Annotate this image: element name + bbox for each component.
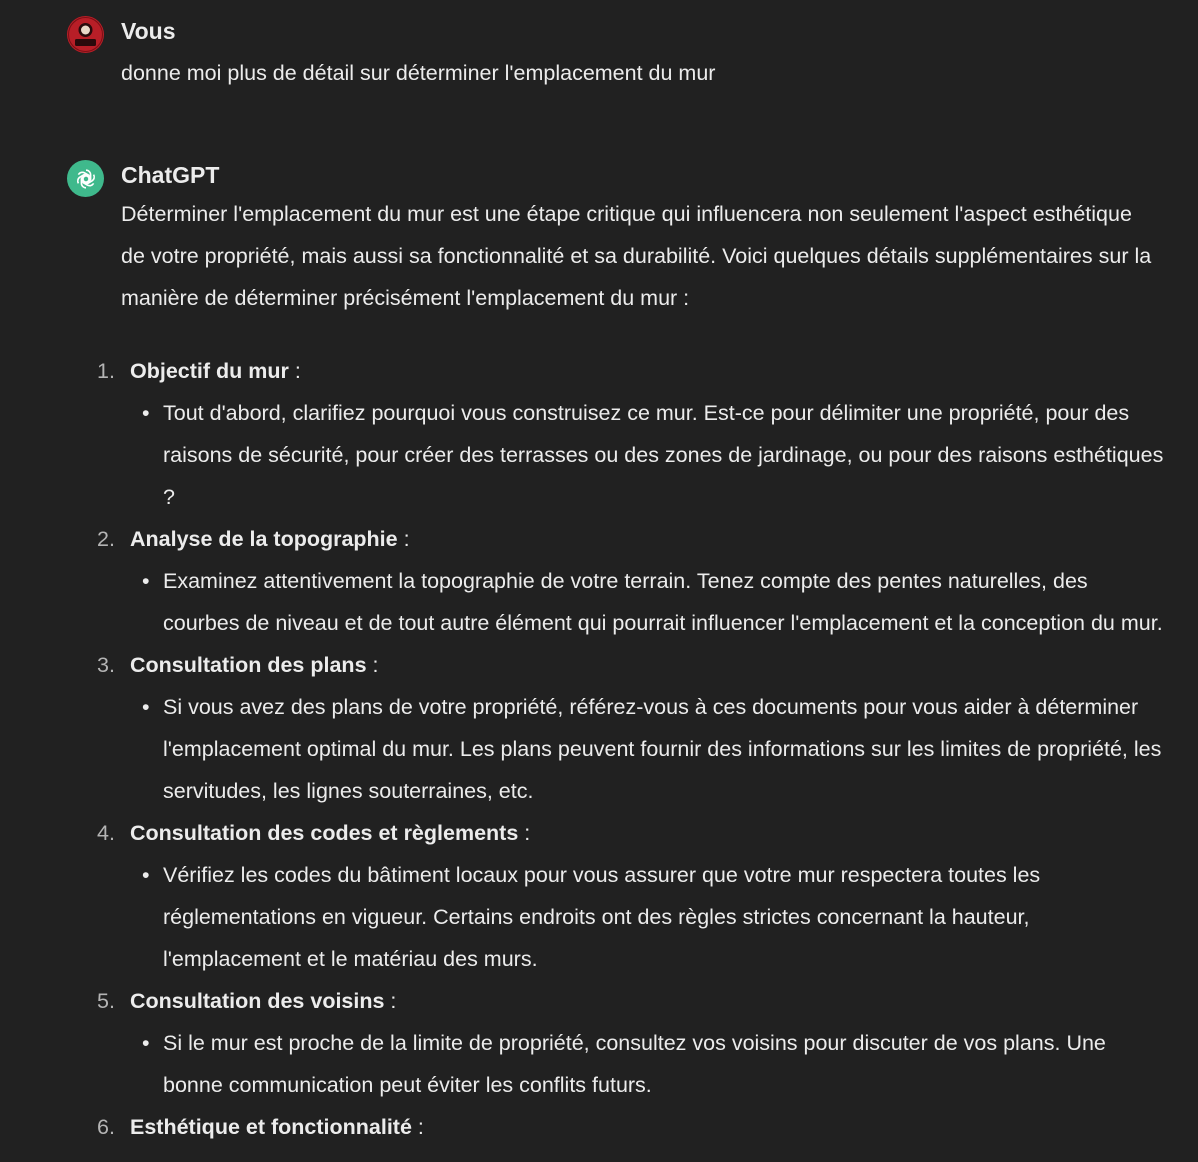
step-details (130, 560, 1167, 644)
step-suffix: : (366, 653, 379, 677)
step-title: Analyse de la topographie (130, 527, 398, 551)
step-detail-text: Si vous avez des plans de votre propriété, référez-vous à ces documents pour vous aider à déterminer l'emplacement optimal du mur. Les plans peuvent fournir des informations sur les limites de propriété, les servitudes, les lignes souterraines, etc. (163, 695, 1162, 803)
step-number: 2. (97, 527, 115, 551)
step-details (130, 854, 1167, 980)
list-item (130, 686, 1167, 812)
bullet-icon: • (142, 695, 150, 719)
user-avatar (67, 16, 104, 53)
bullet-icon: • (142, 401, 150, 425)
step-detail-text: Examinez attentivement la topographie de votre terrain. Tenez compte des pentes naturelles, des courbes de niveau et de tout autre élément qui pourrait influencer l'emplacement et la conception du mur. (163, 569, 1163, 635)
step-suffix: : (288, 359, 301, 383)
bullet-icon: • (142, 569, 150, 593)
list-item (130, 392, 1167, 518)
steps-list (67, 350, 1167, 1148)
step-title: Consultation des voisins (130, 989, 385, 1013)
list-item (67, 350, 1167, 518)
step-number: 4. (97, 821, 115, 845)
chatgpt-logo-icon (67, 160, 104, 197)
step-number: 3. (97, 653, 115, 677)
step-detail-text: Tout d'abord, clarifiez pourquoi vous construisez ce mur. Est-ce pour délimiter une propriété, pour des raisons de sécurité, pour créer des terrasses ou des zones de jardinage, ou pour des raisons esthétiques ? (163, 401, 1164, 509)
step-number: 5. (97, 989, 115, 1013)
openai-knot-icon (74, 167, 98, 191)
step-suffix: : (397, 527, 410, 551)
step-title: Consultation des codes et règlements (130, 821, 519, 845)
list-item (67, 812, 1167, 980)
step-suffix: : (411, 1115, 424, 1139)
step-details (130, 1022, 1167, 1106)
smug-logo-icon (67, 16, 104, 53)
list-item (67, 1106, 1167, 1148)
step-detail-text: Vérifiez les codes du bâtiment locaux pour vous assurer que votre mur respectera toutes les réglementations en vigueur. Certains endroits ont des règles strictes concernant la hauteur, l'emplacement et le matériau des murs. (163, 863, 1041, 971)
bullet-icon: • (142, 863, 150, 887)
step-title: Objectif du mur (130, 359, 289, 383)
assistant-author-name: ChatGPT (121, 162, 220, 188)
step-suffix: : (518, 821, 531, 845)
list-item (130, 560, 1167, 644)
list-item (130, 1022, 1167, 1106)
step-suffix: : (384, 989, 397, 1013)
step-title: Esthétique et fonctionnalité (130, 1115, 412, 1139)
list-item (67, 518, 1167, 644)
user-author-name: Vous (121, 18, 176, 44)
step-details (130, 686, 1167, 812)
list-item (67, 980, 1167, 1106)
user-message-text: donne moi plus de détail sur déterminer l'emplacement du mur (121, 61, 716, 85)
assistant-intro-text: Déterminer l'emplacement du mur est une étape critique qui influencera non seulement l'aspect esthétique de votre propriété, mais aussi sa fonctionnalité et sa durabilité. Voici quelques détails supplémentaires sur la manière de déterminer précisément l'emplacement du mur : (121, 202, 1152, 310)
step-number: 6. (97, 1115, 115, 1139)
list-item (67, 644, 1167, 812)
step-title: Consultation des plans (130, 653, 367, 677)
bullet-icon: • (142, 1031, 150, 1055)
step-detail-text: Si le mur est proche de la limite de propriété, consultez vos voisins pour discuter de vos plans. Une bonne communication peut éviter les conflits futurs. (163, 1031, 1106, 1097)
list-item (130, 854, 1167, 980)
step-details (130, 392, 1167, 518)
step-number: 1. (97, 359, 115, 383)
